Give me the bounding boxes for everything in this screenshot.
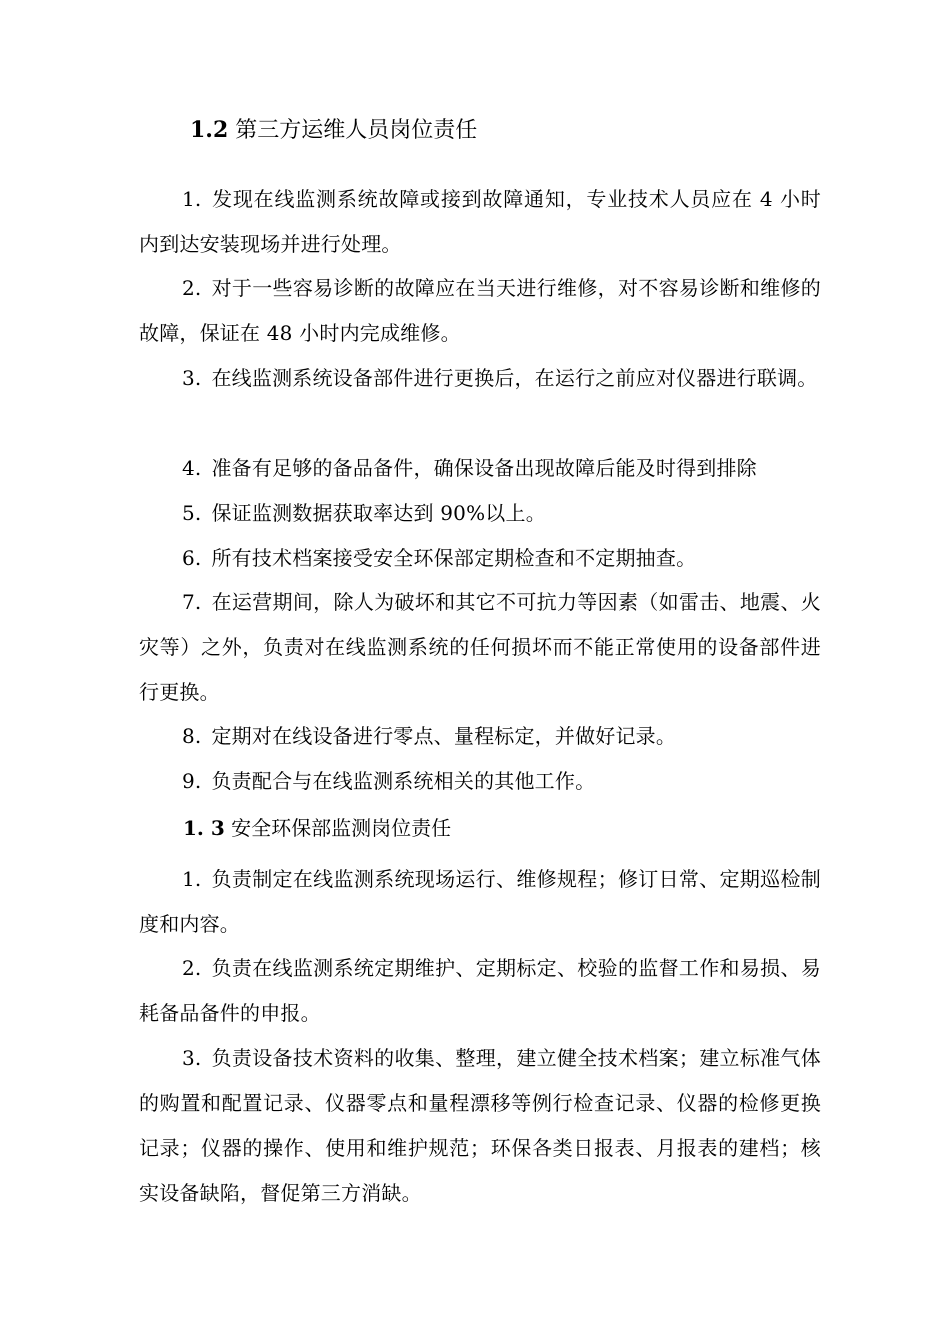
section-number: 1. 3 xyxy=(183,816,225,840)
list-item xyxy=(139,580,821,715)
item-index: 4. xyxy=(182,456,202,480)
list-item xyxy=(139,759,821,804)
item-index: 1. xyxy=(182,187,202,211)
item-text: 对于一些容易诊断的故障应在当天进行维修，对不容易诊断和维修的故障，保证在 48 小时内完成维修。 xyxy=(139,276,821,345)
list-item xyxy=(139,857,821,947)
item-text: 发现在线监测系统故障或接到故障通知，专业技术人员应在 4 小时内到达安装现场并进行处理。 xyxy=(139,187,821,256)
item-index: 8. xyxy=(182,724,202,748)
item-index: 5. xyxy=(182,501,202,525)
item-index: 2. xyxy=(182,276,202,300)
section-title: 安全环保部监测岗位责任 xyxy=(231,816,452,840)
item-text: 负责设备技术资料的收集、整理，建立健全技术档案；建立标准气体的购置和配置记录、仪器零点和量程漂移等例行检查记录、仪器的检修更换记录；仪器的操作、使用和维护规范；环保各类日报表、月报表的建档；核实设备缺陷，督促第三方消缺。 xyxy=(139,1046,821,1205)
item-text: 所有技术档案接受安全环保部定期检查和不定期抽查。 xyxy=(211,546,697,570)
item-index: 6. xyxy=(182,546,202,570)
list-item xyxy=(139,446,821,491)
item-text: 准备有足够的备品备件，确保设备出现故障后能及时得到排除 xyxy=(211,456,757,480)
item-text: 负责在线监测系统定期维护、定期标定、校验的监督工作和易损、易耗备品备件的申报。 xyxy=(139,956,821,1025)
section-number: 1.2 xyxy=(190,117,229,143)
item-index: 2. xyxy=(182,956,202,980)
list-item xyxy=(139,491,821,536)
item-text: 在线监测系统设备部件进行更换后，在运行之前应对仪器进行联调。 xyxy=(211,366,818,390)
list-item xyxy=(139,714,821,759)
item-text: 负责配合与在线监测系统相关的其他工作。 xyxy=(211,769,596,793)
section-heading-1-3 xyxy=(183,814,451,842)
item-text: 保证监测数据获取率达到 90%以上。 xyxy=(211,501,546,525)
list-item xyxy=(139,177,821,267)
item-index: 1. xyxy=(182,867,202,891)
list-item xyxy=(139,266,821,356)
item-index: 9. xyxy=(182,769,202,793)
list-item xyxy=(139,536,821,581)
list-item xyxy=(139,946,821,1036)
section-title: 第三方运维人员岗位责任 xyxy=(235,118,478,143)
item-text: 在运营期间，除人为破坏和其它不可抗力等因素（如雷击、地震、火灾等）之外，负责对在线监测系统的任何损坏而不能正常使用的设备部件进行更换。 xyxy=(139,590,821,704)
list-item xyxy=(139,356,821,401)
item-index: 3. xyxy=(182,1046,202,1070)
item-text: 定期对在线设备进行零点、量程标定，并做好记录。 xyxy=(211,724,677,748)
item-text: 负责制定在线监测系统现场运行、维修规程；修订日常、定期巡检制度和内容。 xyxy=(139,867,821,936)
list-item xyxy=(139,1036,821,1216)
item-index: 7. xyxy=(182,590,202,614)
section-heading-1-2 xyxy=(190,115,477,146)
item-index: 3. xyxy=(182,366,202,390)
